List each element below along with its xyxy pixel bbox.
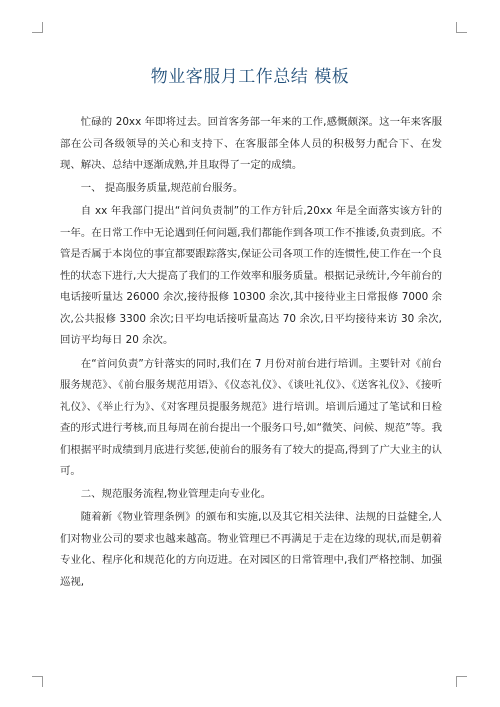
crop-mark-top-left xyxy=(32,22,43,33)
paragraph-regulations: 随着新《物业管理条例》的颁布和实施,以及其它相关法律、法规的日益健全,人们对物业公司的要求也越来越高。物业管理已不再满足于走在边缘的现状,而是朝着专业化、程序化和规范化的方向迈进。在对园区的日常管理中,我们严格控制、加强巡视, xyxy=(60,511,442,588)
paragraph-training: 在“首问负责”方针落实的同时,我们在 7 月份对前台进行培训。主要针对《前台服务规范》、《前台服务规范用语》、《仪态礼仪》、《谈吐礼仪》、《送客礼仪》、《接听礼仪》、《举止行为》、《对客理员提服务规范》进行培训。培训后通过了笔试和日检查的形式进行考核,而且每周在前台提出一个服务口号,如“微笑、问候、规范”等。我们根据平时成绩到月底进行奖惩,使前台的服务有了较大的提高,得到了广大业主的认可。 xyxy=(60,357,442,477)
paragraph-first-responsibility: 自 xx 年我部门提出“首问负责制”的工作方针后,20xx 年是全面落实该方针的一年。在日常工作中无论遇到任何问题,我们都能作到各项工作不推诿,负责到底。不管是否属于本岗位的事宜都要跟踪落实,保证公司各项工作的连惯性,使工作在一个良性的状态下进行,大大提高了我们的工作效率和服务质量。根据记录统计,今年前台的电话接听量达 26000 余次,接待报修 10300 余次,其中接待业主日常报修 7000 余次,公共报修 3300 余次;日平均电话接听量高达 70 余次,日平均接待来访 30 余次,回访平均每日 20 余次。 xyxy=(60,205,442,346)
crop-mark-bottom-right xyxy=(456,676,467,687)
crop-mark-top-right xyxy=(456,22,467,33)
document-title: 物业客服月工作总结 模板 xyxy=(150,67,350,87)
document-body xyxy=(60,112,442,593)
section-heading-2: 二、规范服务流程,物业管理走向专业化。 xyxy=(80,487,272,500)
crop-mark-bottom-left xyxy=(32,676,43,687)
paragraph-intro: 忙碌的 20xx 年即将过去。回首客务部一年来的工作,感慨颇深。这一年来客服部在公司各级领导的关心和支持下、在客服部全体人员的积极努力配合下、在发现、解决、总结中逐渐成熟,并且取得了一定的成绩。 xyxy=(60,116,442,171)
section-heading-1: 一、 提高服务质量,规范前台服务。 xyxy=(80,181,244,194)
